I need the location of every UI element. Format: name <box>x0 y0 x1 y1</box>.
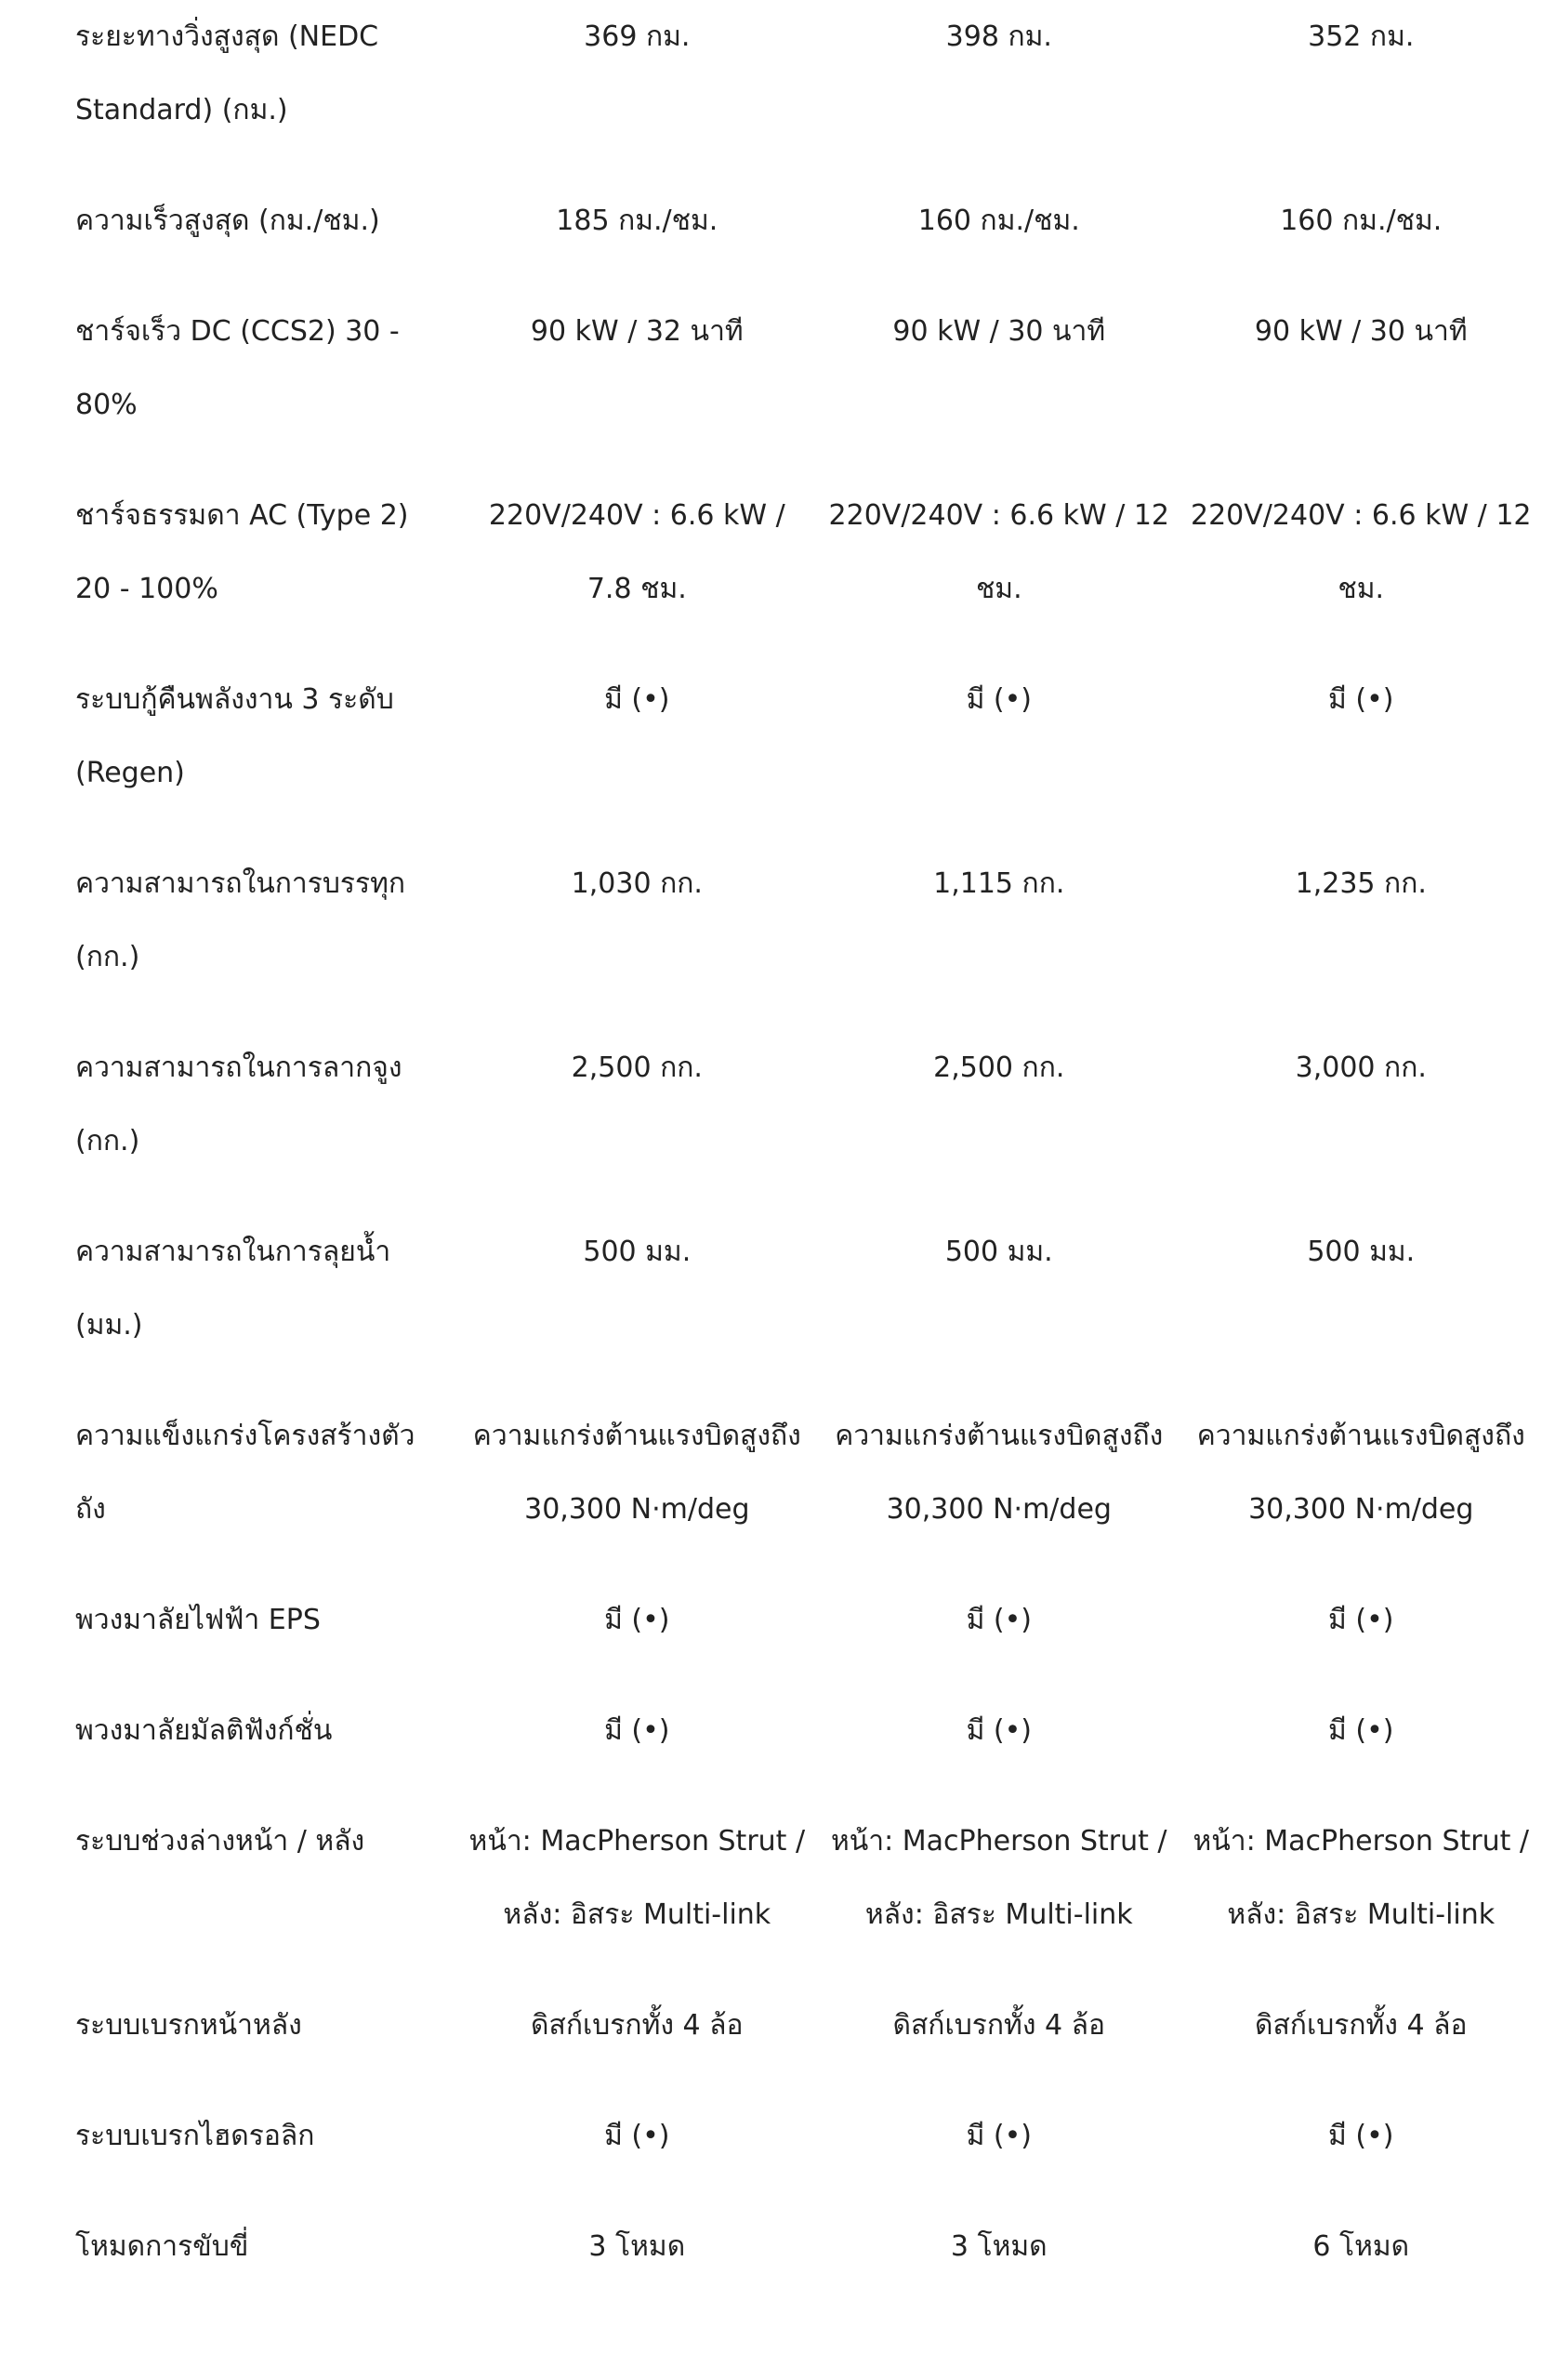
row-value-3: มี (•) <box>1328 1714 1394 1747</box>
row-label: พวงมาลัยไฟฟ้า EPS <box>75 1604 321 1636</box>
row-value-1: ความแกร่งต้านแรงบิดสูงถึง 30,300 N·m/deg <box>472 1420 801 1526</box>
row-value-1: 185 กม./ชม. <box>556 205 718 237</box>
table-row <box>0 295 1542 479</box>
row-value-1: หน้า: MacPherson Strut / หลัง: อิสระ Multi-link <box>468 1825 806 1931</box>
table-row <box>0 1694 1542 1805</box>
table-row <box>0 184 1542 295</box>
row-value-3: มี (•) <box>1328 2120 1394 2152</box>
row-value-3: มี (•) <box>1328 1604 1394 1636</box>
row-value-1: 1,030 กก. <box>571 867 703 900</box>
row-value-2: มี (•) <box>966 1604 1032 1636</box>
table-row <box>0 847 1542 1031</box>
row-label: ความแข็งแกร่งโครงสร้างตัวถัง <box>75 1420 415 1526</box>
row-value-3: 500 มม. <box>1307 1236 1416 1268</box>
row-label: ความสามารถในการบรรทุก (กก.) <box>75 867 406 973</box>
row-value-2: มี (•) <box>966 1714 1032 1747</box>
row-value-3: มี (•) <box>1328 683 1394 716</box>
row-label: พวงมาลัยมัลติฟังก์ชั่น <box>75 1714 333 1747</box>
row-value-3: 3,000 กก. <box>1295 1051 1427 1084</box>
row-value-2: 1,115 กก. <box>933 867 1065 900</box>
row-value-1: 220V/240V : 6.6 kW / 7.8 ชม. <box>488 499 785 605</box>
row-value-1: 90 kW / 32 นาที <box>530 315 744 348</box>
row-value-1: 2,500 กก. <box>571 1051 703 1084</box>
row-value-2: 3 โหมด <box>950 2230 1048 2263</box>
row-label: ความสามารถในการลุยน้ำ (มม.) <box>75 1236 391 1342</box>
row-value-1: 369 กม. <box>584 20 691 53</box>
row-value-1: มี (•) <box>604 1714 670 1747</box>
row-value-2: มี (•) <box>966 2120 1032 2152</box>
row-value-1: มี (•) <box>604 1604 670 1636</box>
table-row <box>0 1399 1542 1583</box>
table-row <box>0 2099 1542 2210</box>
table-row <box>0 663 1542 847</box>
row-label: โหมดการขับขี่ <box>75 2230 249 2263</box>
row-value-3: 352 กม. <box>1308 20 1415 53</box>
row-value-2: 398 กม. <box>945 20 1052 53</box>
row-value-1: 3 โหมด <box>588 2230 686 2263</box>
row-label: ความสามารถในการลากจูง (กก.) <box>75 1051 402 1157</box>
row-value-1: มี (•) <box>604 2120 670 2152</box>
row-value-3: ดิสก์เบรกทั้ง 4 ล้อ <box>1255 2009 1468 2042</box>
row-value-2: มี (•) <box>966 683 1032 716</box>
table-row <box>0 479 1542 663</box>
row-value-3: 160 กม./ชม. <box>1280 205 1443 237</box>
row-value-3: 220V/240V : 6.6 kW / 12 ชม. <box>1191 499 1532 605</box>
table-row <box>0 2210 1542 2320</box>
row-value-3: 6 โหมด <box>1312 2230 1410 2263</box>
row-label: ชาร์จธรรมดา AC (Type 2) 20 - 100% <box>75 499 409 605</box>
table-row <box>0 1989 1542 2099</box>
row-value-2: 220V/240V : 6.6 kW / 12 ชม. <box>828 499 1170 605</box>
table-row <box>0 1215 1542 1399</box>
table-row <box>0 1031 1542 1215</box>
table-row <box>0 0 1542 184</box>
row-label: ระบบเบรกหน้าหลัง <box>75 2009 302 2042</box>
row-label: ชาร์จเร็ว DC (CCS2) 30 - 80% <box>75 315 400 421</box>
row-value-3: 90 kW / 30 นาที <box>1254 315 1468 348</box>
row-value-1: 500 มม. <box>583 1236 692 1268</box>
row-value-2: 2,500 กก. <box>933 1051 1065 1084</box>
row-label: ระบบช่วงล่างหน้า / หลัง <box>75 1825 365 1858</box>
table-row <box>0 1805 1542 1989</box>
row-label: ระบบเบรกไฮดรอลิก <box>75 2120 315 2152</box>
row-value-3: หน้า: MacPherson Strut / หลัง: อิสระ Multi-link <box>1193 1825 1530 1931</box>
row-value-2: หน้า: MacPherson Strut / หลัง: อิสระ Multi-link <box>831 1825 1167 1931</box>
row-value-2: 500 มม. <box>944 1236 1053 1268</box>
row-value-1: ดิสก์เบรกทั้ง 4 ล้อ <box>531 2009 744 2042</box>
row-label: ระบบกู้คืนพลังงาน 3 ระดับ (Regen) <box>75 683 394 789</box>
row-label: ระยะทางวิ่งสูงสุด (NEDC Standard) (กม.) <box>75 20 379 126</box>
row-value-2: ดิสก์เบรกทั้ง 4 ล้อ <box>892 2009 1106 2042</box>
row-value-3: 1,235 กก. <box>1295 867 1427 900</box>
row-value-2: ความแกร่งต้านแรงบิดสูงถึง 30,300 N·m/deg <box>835 1420 1164 1526</box>
row-value-1: มี (•) <box>604 683 670 716</box>
row-label: ความเร็วสูงสุด (กม./ชม.) <box>75 205 380 237</box>
table-row <box>0 1583 1542 1694</box>
row-value-3: ความแกร่งต้านแรงบิดสูงถึง 30,300 N·m/deg <box>1196 1420 1525 1526</box>
row-value-2: 90 kW / 30 นาที <box>892 315 1106 348</box>
row-value-2: 160 กม./ชม. <box>917 205 1080 237</box>
